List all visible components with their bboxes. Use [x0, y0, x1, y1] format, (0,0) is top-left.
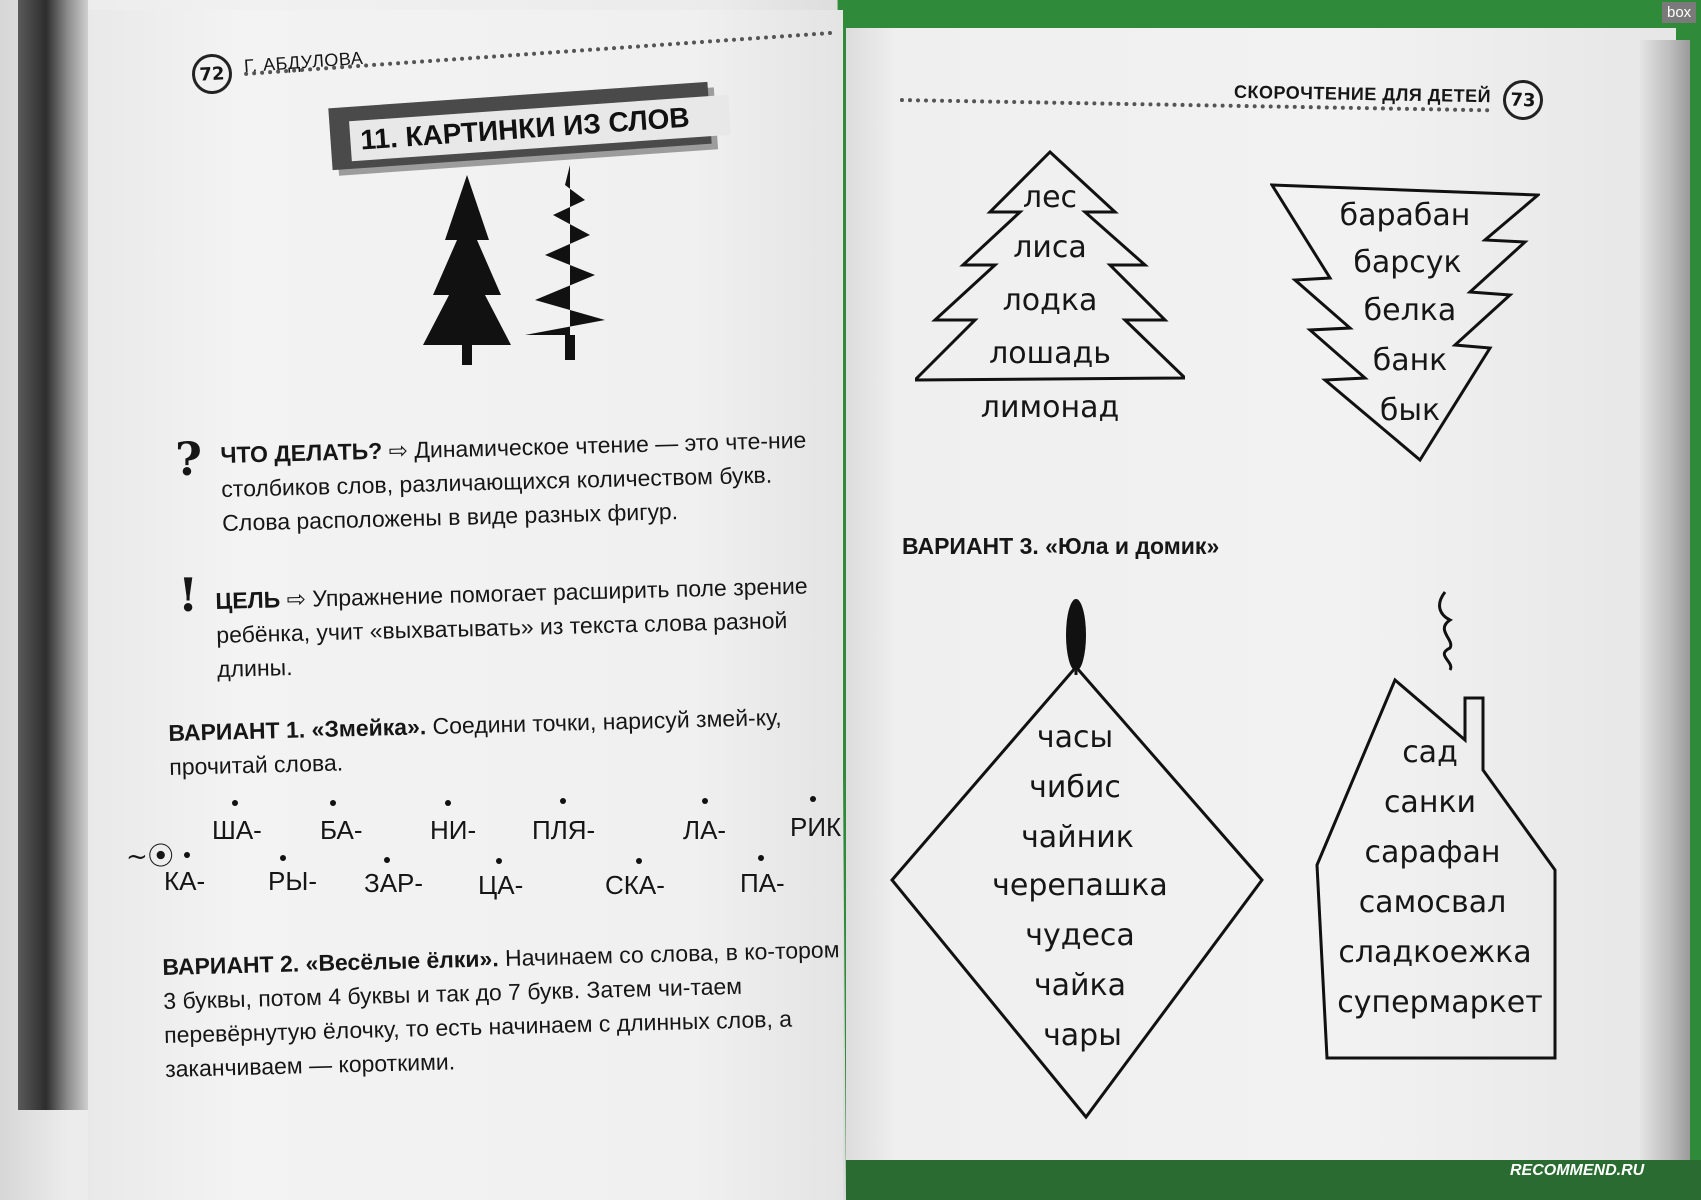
- snake-dot: [184, 852, 190, 858]
- snake-dot: [384, 857, 390, 863]
- snake-dot: [560, 798, 566, 804]
- top-word: чары: [1043, 1018, 1122, 1053]
- inverted-tree-word: бык: [1379, 393, 1441, 428]
- what-label: ЧТО ДЕЛАТЬ?: [220, 437, 383, 468]
- snake-dot: [280, 855, 286, 861]
- snake-syllable-top: ША-: [212, 815, 262, 845]
- top-word: чудеса: [1025, 918, 1135, 953]
- snake-syllable-top: ЛА-: [683, 815, 727, 845]
- snake-dot: [330, 800, 336, 806]
- section-title: 11. КАРТИНКИ ИЗ СЛОВ: [349, 95, 731, 161]
- tree-word: лошадь: [989, 336, 1111, 371]
- corner-tag: box: [1662, 2, 1696, 23]
- snake-head-icon: ~⦿: [126, 842, 174, 872]
- snake-dot: [636, 858, 642, 864]
- snake-dot: [445, 800, 451, 806]
- tree-word: лес: [1022, 180, 1078, 215]
- inverted-tree-word: барсук: [1353, 245, 1462, 280]
- goal-label: ЦЕЛЬ: [215, 586, 281, 614]
- snake-syllable-bottom: РЫ-: [268, 866, 318, 896]
- top-word: чайка: [1033, 968, 1127, 1003]
- top-word: часы: [1036, 720, 1114, 755]
- house-word: супермаркет: [1337, 985, 1543, 1020]
- watermark-logo: RECOMMEND.RU: [1510, 1162, 1645, 1179]
- snake-syllable-top: ПЛЯ-: [532, 815, 596, 845]
- inverted-tree-word: белка: [1363, 293, 1457, 328]
- snake-dot: [702, 798, 708, 804]
- left-page-edge: [18, 0, 88, 1110]
- variant2-label: ВАРИАНТ 2. «Весёлые ёлки».: [162, 945, 499, 980]
- tree-word: лодка: [1002, 283, 1098, 318]
- spiral-tree-icon: [525, 165, 605, 360]
- snake-dot: [496, 858, 502, 864]
- author-name: Г. АБДУЛОВА: [243, 47, 364, 77]
- variant1-text: Соедини точки, нарисуй змей-ку, прочитай слова.: [168, 703, 782, 780]
- inverted-tree-word: банк: [1372, 343, 1448, 378]
- goal-text: Упражнение помогает расширить поле зрение ребёнка, учит «выхватывать» из текста слова разной длины.: [215, 572, 808, 682]
- house-word: сад: [1402, 735, 1458, 770]
- house-word: сладкоежка: [1338, 935, 1532, 970]
- what-to-do-block: [220, 422, 842, 540]
- right-page-edge: [1640, 40, 1690, 1180]
- snake-syllable-top: НИ-: [430, 815, 477, 845]
- running-header: СКОРОЧТЕНИЕ ДЛЯ ДЕТЕЙ: [1233, 81, 1492, 107]
- tree-word: лимонад: [980, 390, 1120, 425]
- top-word: черепашка: [992, 868, 1168, 903]
- snake-dot: [810, 796, 816, 802]
- snake-syllable-bottom: КА-: [164, 866, 206, 896]
- inverted-tree-word: барабан: [1339, 198, 1471, 233]
- snake-syllable-bottom: ПА-: [740, 868, 785, 898]
- exclamation-icon: !: [178, 568, 199, 622]
- arrow-icon: ⇨: [286, 585, 313, 613]
- variant1-label: ВАРИАНТ 1. «Змейка».: [168, 713, 427, 746]
- top-word: чибис: [1029, 770, 1121, 805]
- snake-syllable-top: БА-: [320, 815, 363, 845]
- variant2-block: [162, 932, 843, 1086]
- top-word: чайник: [1021, 820, 1134, 855]
- page-number-left: 72: [191, 53, 233, 95]
- goal-block: [215, 568, 842, 686]
- snake-syllable-top: РИК: [790, 812, 842, 842]
- what-text: Динамическое чтение — это чте-ние столбиков слов, различающихся количеством букв. Слова расположены в виде разных фигур.: [220, 426, 807, 536]
- fir-tree-icon: [423, 175, 511, 365]
- tree-word: лиса: [1013, 230, 1087, 265]
- page-number-right: 73: [1502, 79, 1543, 120]
- arrow-icon: ⇨: [388, 436, 415, 464]
- snake-syllable-bottom: ЦА-: [478, 870, 524, 900]
- fir-trees-illustration: [405, 160, 635, 375]
- house-word: санки: [1383, 785, 1477, 820]
- variant3-label: ВАРИАНТ 3. «Юла и домик»: [902, 533, 1220, 559]
- house-word: сарафан: [1364, 835, 1501, 870]
- snake-syllable-bottom: ЗАР-: [364, 868, 424, 898]
- snake-dot: [758, 855, 764, 861]
- snake-syllable-bottom: СКА-: [605, 870, 665, 900]
- variant2-text: Начинаем со слова, в ко-тором 3 буквы, потом 4 буквы и так до 7 букв. Затем чи-таем перевёрнутую ёлочку, то есть начинаем с длинных слов, а заканчиваем — короткими.: [162, 936, 840, 1082]
- snake-dot: [232, 800, 238, 806]
- question-mark-icon: ?: [175, 432, 202, 486]
- house-word: самосвал: [1358, 885, 1507, 920]
